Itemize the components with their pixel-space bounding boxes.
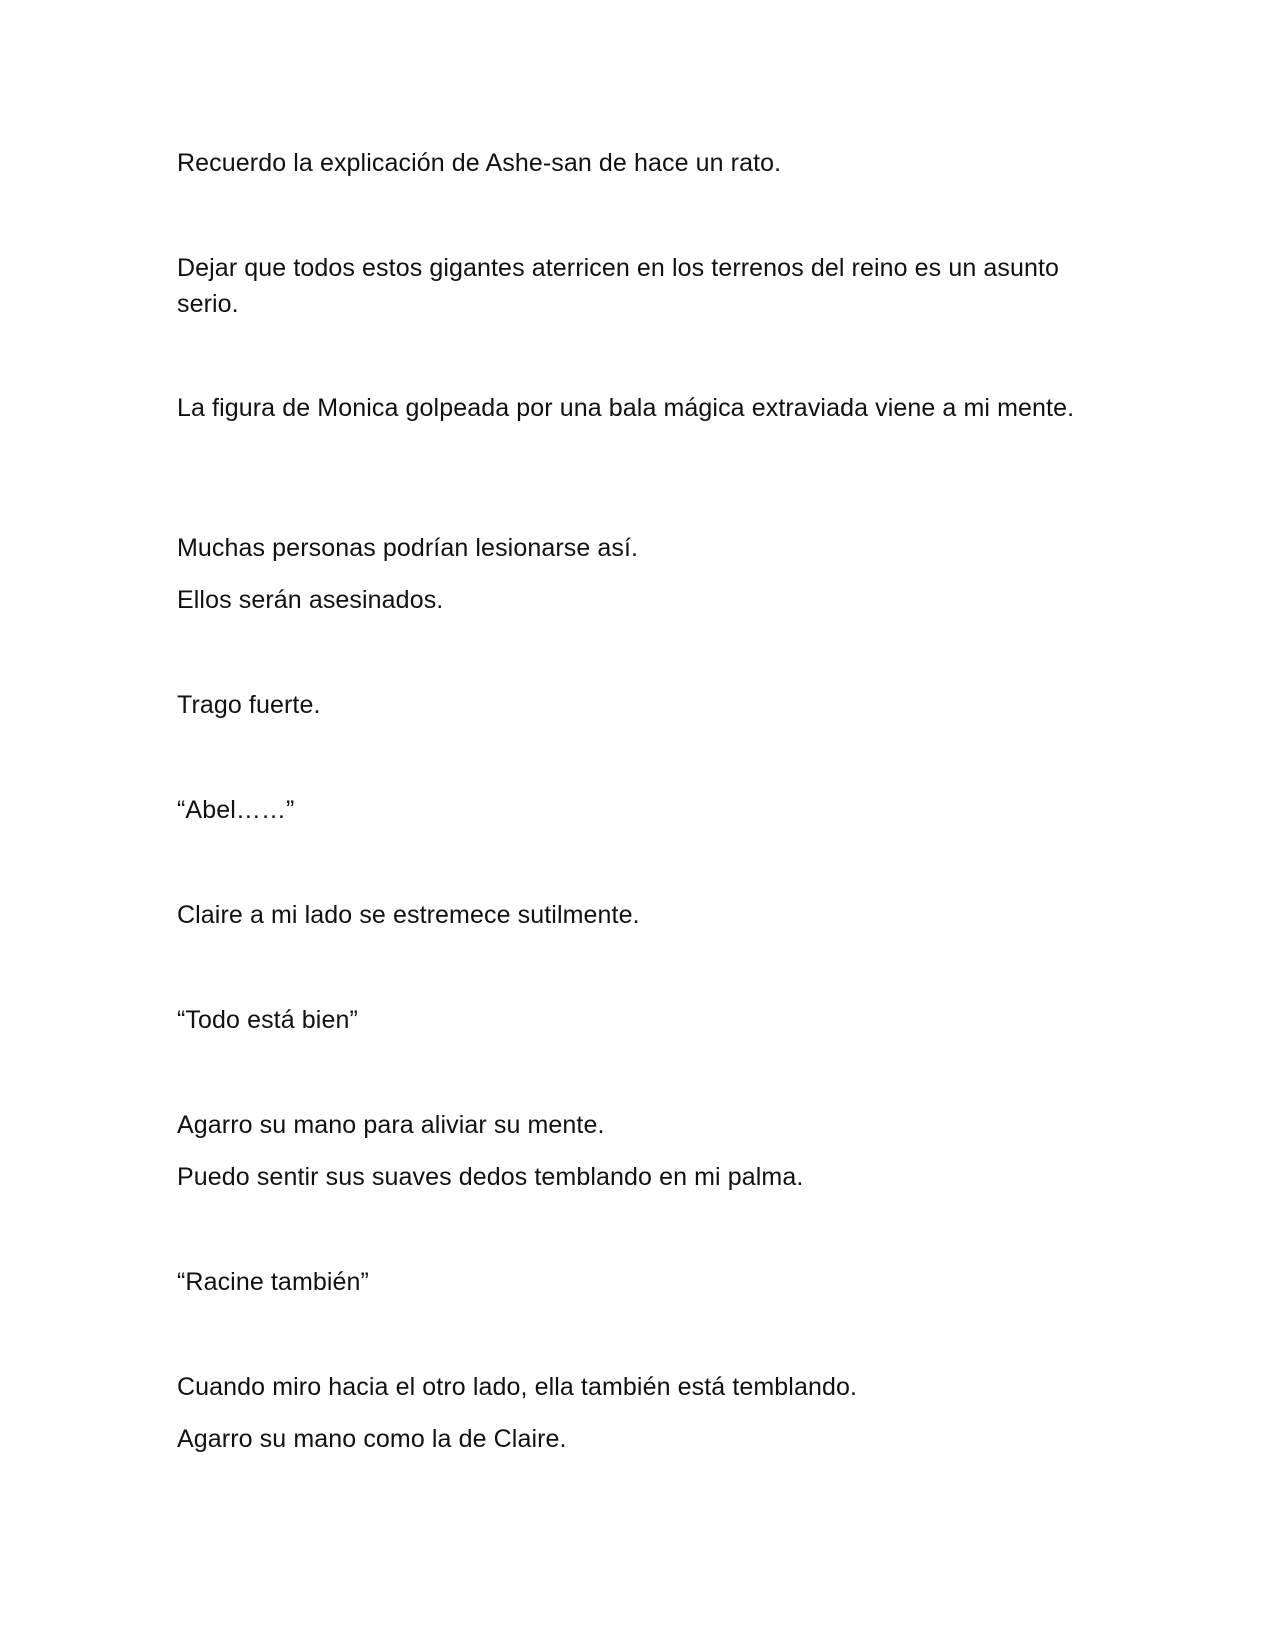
paragraph: “Racine también” bbox=[177, 1268, 369, 1296]
paragraph: Recuerdo la explicación de Ashe-san de hace un rato. bbox=[177, 149, 782, 177]
paragraph: Ellos serán asesinados. bbox=[177, 586, 444, 614]
paragraph: Agarro su mano para aliviar su mente. bbox=[177, 1111, 605, 1139]
paragraph: Agarro su mano como la de Claire. bbox=[177, 1425, 567, 1453]
paragraph: Trago fuerte. bbox=[177, 691, 321, 719]
paragraph: Muchas personas podrían lesionarse así. bbox=[177, 534, 639, 562]
paragraph: Cuando miro hacia el otro lado, ella también está temblando. bbox=[177, 1373, 858, 1401]
paragraph: “Todo está bien” bbox=[177, 1006, 358, 1034]
paragraph: Puedo sentir sus suaves dedos temblando en mi palma. bbox=[177, 1163, 804, 1191]
paragraph: Dejar que todos estos gigantes aterricen en los terrenos del reino es un asunto serio. bbox=[177, 254, 1060, 318]
paragraph: “Abel……” bbox=[177, 796, 295, 824]
paragraph: La figura de Monica golpeada por una bala mágica extraviada viene a mi mente. bbox=[177, 394, 1075, 422]
paragraph: Claire a mi lado se estremece sutilmente. bbox=[177, 901, 640, 929]
